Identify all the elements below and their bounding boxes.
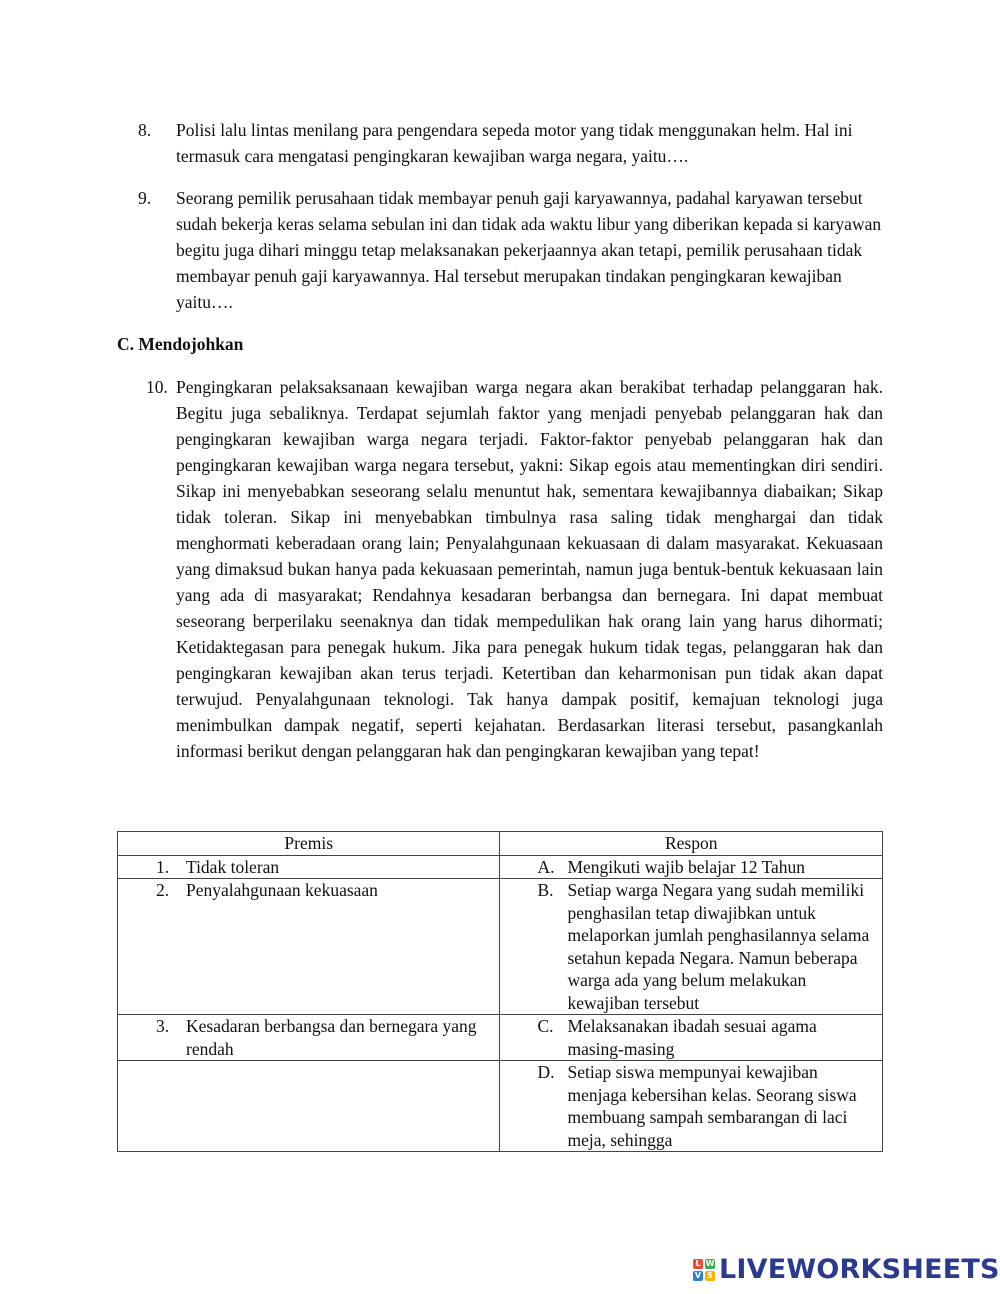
premis-number: 1. — [156, 856, 170, 877]
premis-cell — [118, 1061, 500, 1152]
question-9 — [138, 185, 883, 315]
question-10 — [146, 374, 883, 764]
matching-table — [117, 831, 883, 1152]
respon-cell — [500, 1015, 883, 1061]
logo-letter: L — [693, 1259, 703, 1269]
question-number: 9. — [138, 188, 152, 208]
question-text: Polisi lalu lintas menilang para pengendara sepeda motor yang tidak menggunakan helm. Hal ini termasuk cara mengatasi pengingkaran kewajiban warga negara, yaitu…. — [176, 120, 853, 166]
respon-letter: B. — [537, 880, 554, 900]
respon-cell — [500, 879, 883, 1015]
respon-header: Respon — [500, 832, 883, 856]
respon-text: Melaksanakan ibadah sesuai agama masing-masing — [567, 1016, 817, 1059]
liveworksheets-logo[interactable] — [693, 1254, 1000, 1286]
premis-number: 2. — [156, 880, 170, 900]
premis-cell — [118, 855, 500, 879]
table-row — [118, 1015, 883, 1061]
logo-letter: W — [705, 1259, 715, 1268]
table-header-row — [118, 832, 883, 856]
table-row — [118, 1061, 883, 1152]
question-text: Pengingkaran pelaksaksanaan kewajiban warga negara akan berakibat terhadap pelanggaran hak. Begitu juga sebaliknya. Terdapat sejumlah faktor yang menjadi penyebab pelanggaran hak dan pengingkaran kewajiban warga negara terjadi. Faktor-faktor penyebab pelanggaran hak dan pengingkaran kewajiban warga negara tersebut, yakni: Sikap egois atau mementingkan diri sendiri. Sikap ini menyebabkan seseorang selalu menuntut hak, sementara kewajibannya diabaikan; Sikap tidak toleran. Sikap ini menyebabkan timbulnya rasa saling tidak menghargai dan tidak menghormati keberadaan orang lain; Penyalahgunaan kekuasaan di dalam masyarakat. Kekuasaan yang dimaksud bukan hanya pada kekuasaan pemerintah, namun juga bentuk-bentuk kekuasaan lain yang ada di masyarakat; Rendahnya kesadaran berbangsa dan bernegara. Ini dapat membuat seseorang berperilaku seenaknya dan tidak mempedulikan hak orang lain yang harus dihormati; Ketidaktegasan para penegak hukum. Jika para penegak hukum tidak tegas, pelanggaran hak dan pengingkaran kewajiban akan terus terjadi. Ketertiban dan keharmonisan pun tidak akan dapat terwujud. Penyalahgunaan teknologi. Tak hanya dampak positif, kemajuan teknologi juga menimbulkan dampak negatif, seperti kejahatan. Berdasarkan literasi tersebut, pasangkanlah informasi berikut dengan pelanggaran hak dan pengingkaran kewajiban yang tepat! — [176, 377, 883, 761]
logo-mark-icon — [693, 1259, 715, 1281]
respon-cell — [500, 855, 883, 879]
respon-letter: A. — [537, 856, 555, 877]
premis-text: Tidak toleran — [186, 856, 280, 877]
premis-cell — [118, 879, 500, 1015]
table-row — [118, 855, 883, 879]
respon-letter: C. — [537, 1016, 554, 1036]
respon-cell — [500, 1061, 883, 1152]
logo-letter: S — [705, 1271, 715, 1281]
section-title: C. Mendojohkan — [117, 334, 244, 354]
premis-cell — [118, 1015, 500, 1061]
premis-number: 3. — [156, 1016, 170, 1036]
premis-text: Kesadaran berbangsa dan bernegara yang rendah — [186, 1016, 477, 1059]
question-number: 10. — [146, 377, 168, 397]
question-number: 8. — [138, 120, 152, 140]
table-row — [118, 879, 883, 1015]
logo-letter: V — [694, 1271, 702, 1280]
premis-text: Penyalahgunaan kekuasaan — [186, 880, 378, 900]
respon-text: Mengikuti wajib belajar 12 Tahun — [567, 856, 806, 877]
respon-letter: D. — [537, 1062, 555, 1082]
respon-text: Setiap siswa mempunyai kewajiban menjaga kebersihan kelas. Seorang siswa membuang sampah sembarangan di laci meja, sehingga — [567, 1062, 857, 1150]
question-text: Seorang pemilik perusahaan tidak membayar penuh gaji karyawannya, padahal karyawan tersebut sudah bekerja keras selama sebulan ini dan tidak ada waktu libur yang diberikan kepada si karyawan begitu juga dihari minggu tetap melaksanakan pekerjaannya akan tetapi, pemilik perusahaan tidak membayar penuh gaji karyawannya. Hal tersebut merupakan tindakan pengingkaran kewajiban yaitu…. — [176, 188, 882, 312]
respon-text: Setiap warga Negara yang sudah memiliki penghasilan tetap diwajibkan untuk melaporkan jumlah penghasilannya selama setahun kepada Negara. Namun beberapa warga ada yang belum melakukan kewajiban tersebut — [567, 880, 870, 1013]
question-8 — [138, 117, 883, 169]
brand-name: LIVEWORKSHEETS — [719, 1254, 1000, 1285]
premis-header: Premis — [118, 832, 500, 856]
